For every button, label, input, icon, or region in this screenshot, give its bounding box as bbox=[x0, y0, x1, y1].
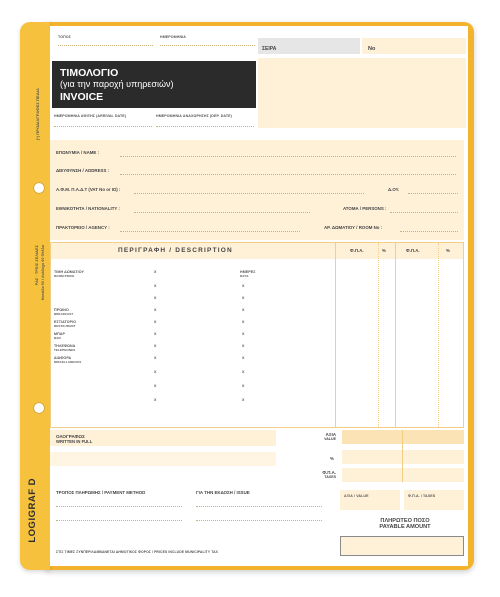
row-marker: X bbox=[154, 398, 157, 402]
column-divider-2 bbox=[378, 243, 379, 427]
value-label: ΑΞΙΑ VALUE bbox=[324, 432, 336, 441]
table-row: ΕΣΤΙΑΤΟΡΙΟ RESTAURANT bbox=[54, 320, 77, 328]
sum-tax-label: Φ.Π.Α. / TAXES bbox=[408, 494, 436, 498]
agency-label: ΠΡΑΚΤΟΡΕΙΟ / AGENCY : bbox=[56, 225, 110, 230]
row-marker: X bbox=[154, 308, 157, 312]
payment-method-label: ΤΡΟΠΟΣ ΠΛΗΡΩΜΗΣ / PAYMENT METHOD bbox=[56, 490, 146, 495]
persons-label: ΑΤΟΜΑ / PERSONS : bbox=[343, 206, 387, 211]
issue-label: ΓΙΑ ΤΗΝ ΕΚΔΟΣΗ / ISSUE bbox=[196, 490, 250, 495]
address-line bbox=[120, 174, 456, 175]
date-label: ΗΜΕΡΟΜΗΝΙΑ bbox=[160, 35, 186, 39]
room-number-label: ΑΡ. ΔΩΜΑΤΙΟΥ / ROOM No : bbox=[324, 225, 383, 230]
series-label: ΣΕΙΡΑ bbox=[262, 46, 277, 52]
arrival-line bbox=[54, 126, 152, 127]
row-marker: X bbox=[154, 296, 157, 300]
binder-spec-text: (*) ΠΡΟΔΙΑΓΡΑΦΕΣ ΠΕΔΙΑ bbox=[35, 88, 40, 141]
written-in-full-line-2[interactable] bbox=[50, 452, 276, 466]
percent-column-header-2: % bbox=[446, 248, 450, 253]
title-english: INVOICE bbox=[60, 91, 104, 103]
departure-label: ΗΜΕΡΟΜΗΝΙΑ ΑΝΑΧΩΡΗΣΗΣ (DEP. DATE) bbox=[156, 114, 232, 118]
row-marker: X bbox=[242, 284, 245, 288]
place-line bbox=[58, 45, 153, 46]
sum-tax-field[interactable] bbox=[404, 490, 464, 510]
table-row: ΔΙΑΦΟΡΑ MISCELLANEOUS bbox=[54, 356, 82, 364]
binder-hole-bottom bbox=[33, 402, 45, 414]
title-box bbox=[52, 61, 256, 108]
taxes-field[interactable] bbox=[342, 468, 464, 482]
arrival-label: ΗΜΕΡΟΜΗΝΙΑ ΑΦΙΞΗΣ (ARRIVAL DATE) bbox=[54, 114, 127, 118]
header-right-box bbox=[258, 58, 466, 128]
row-marker: X bbox=[242, 356, 245, 360]
written-in-full-label: ΟΛΟΓΡΑΦΩΣ WRITTEN IN FULL bbox=[56, 434, 93, 444]
percent-label: % bbox=[330, 456, 334, 461]
number-label: No bbox=[368, 46, 376, 52]
issue-line-2 bbox=[196, 520, 322, 521]
row-marker: X bbox=[154, 332, 157, 336]
binder-units-text: Μονάδα 50 / Ανάδοχο 60 Φύλλα bbox=[41, 245, 45, 301]
row-marker: X bbox=[154, 344, 157, 348]
table-header-row bbox=[51, 243, 463, 259]
row-marker: X bbox=[154, 270, 157, 274]
row-marker: X bbox=[242, 296, 245, 300]
number-box bbox=[362, 38, 466, 54]
column-divider-1 bbox=[335, 243, 336, 427]
vat-number-label: Α.Φ.Μ. Π.Α.Δ.Τ (VAT No or ID) : bbox=[56, 187, 121, 192]
row-marker: X bbox=[154, 370, 157, 374]
tax-office-line bbox=[408, 193, 458, 194]
percent-field[interactable] bbox=[342, 450, 464, 464]
table-row: ΠΡΩΙΝΟ BREAKFAST bbox=[54, 308, 74, 316]
name-label: ΕΠΩΝΥΜΙΑ / NAME : bbox=[56, 150, 100, 155]
issue-line-1 bbox=[196, 506, 322, 507]
binder-hole-top bbox=[33, 182, 45, 194]
sum-value-field[interactable] bbox=[340, 490, 400, 510]
title-subtitle: (για την παροχή υπηρεσιών) bbox=[60, 79, 174, 89]
agency-line bbox=[120, 231, 300, 232]
vat-column-header-1: Φ.Π.Α. bbox=[350, 248, 364, 253]
table-row: ΜΠΑΡ BAR bbox=[54, 332, 65, 340]
payment-method-line-2 bbox=[56, 520, 182, 521]
column-divider-4 bbox=[438, 243, 439, 427]
row-marker: X bbox=[154, 356, 157, 360]
payable-amount-field[interactable] bbox=[340, 536, 464, 556]
percent-column-header-1: % bbox=[382, 248, 386, 253]
place-label: ΤΟΠΟΣ bbox=[58, 35, 71, 39]
value-field[interactable] bbox=[342, 430, 464, 444]
row-marker: X bbox=[242, 384, 245, 388]
row-marker: X bbox=[242, 370, 245, 374]
days-label: ΗΜΕΡΕΣ DAYS bbox=[240, 270, 256, 278]
row-marker: X bbox=[154, 320, 157, 324]
row-marker: X bbox=[154, 384, 157, 388]
taxes-label: Φ.Π.Α. TAXES bbox=[322, 470, 336, 479]
tax-office-label: Δ.ΟΥ. bbox=[388, 187, 400, 192]
address-label: ΔΙΕΥΘΥΝΣΗ / ADDRESS : bbox=[56, 168, 110, 173]
vat-column-header-2: Φ.Π.Α. bbox=[406, 248, 420, 253]
row-marker: X bbox=[242, 332, 245, 336]
persons-line bbox=[390, 212, 458, 213]
binder-pages-text: ΡΑΣ · ΤΡΕΙΣ ΣΕΛΙΔΕΣ bbox=[35, 245, 39, 286]
title-greek: ΤΙΜΟΛΟΓΙΟ bbox=[60, 67, 119, 79]
row-marker: X bbox=[242, 344, 245, 348]
row-marker: X bbox=[242, 308, 245, 312]
vat-number-line bbox=[134, 193, 364, 194]
description-header: ΠΕΡΙΓΡΑΦΗ / DESCRIPTION bbox=[118, 247, 233, 254]
column-divider-3 bbox=[395, 243, 396, 427]
nationality-line bbox=[134, 212, 310, 213]
table-row: ΤΗΛΕΦΩΝΑ TELEPHONES bbox=[54, 344, 76, 352]
payable-amount-title: ΠΛΗΡΩΤΕΟ ΠΟΣΟ PAYABLE AMOUNT bbox=[379, 518, 431, 530]
brand-logo: LOGIGRAF D bbox=[27, 478, 38, 543]
payment-method-line-1 bbox=[56, 506, 182, 507]
totals-divider bbox=[402, 430, 403, 482]
municipality-tax-note: ΣΤΙΣ ΤΙΜΕΣ ΣΥΝΠΕΡΙΛΑΜΒΑΝΕΤΑΙ ΔΗΜΟΤΙΚΟΣ ΦΟΡΟΣ / PRICES INCLUDE MUNICIPALITY TAX bbox=[56, 550, 219, 554]
row-marker: X bbox=[242, 398, 245, 402]
table-row: ΤΙΜΗ ΔΩΜΑΤΙΟΥ ROOM PRICE bbox=[54, 270, 84, 278]
row-marker: X bbox=[154, 284, 157, 288]
invoice-page bbox=[50, 26, 468, 566]
departure-line bbox=[156, 126, 254, 127]
description-table bbox=[50, 242, 464, 428]
date-line bbox=[160, 45, 255, 46]
sum-value-label: ΑΞΙΑ / VALUE bbox=[344, 494, 369, 498]
row-marker: X bbox=[242, 320, 245, 324]
name-line bbox=[120, 156, 456, 157]
room-number-line bbox=[400, 231, 458, 232]
nationality-label: ΕΘΝΙΚΟΤΗΤΑ / NATIONALITY : bbox=[56, 206, 120, 211]
